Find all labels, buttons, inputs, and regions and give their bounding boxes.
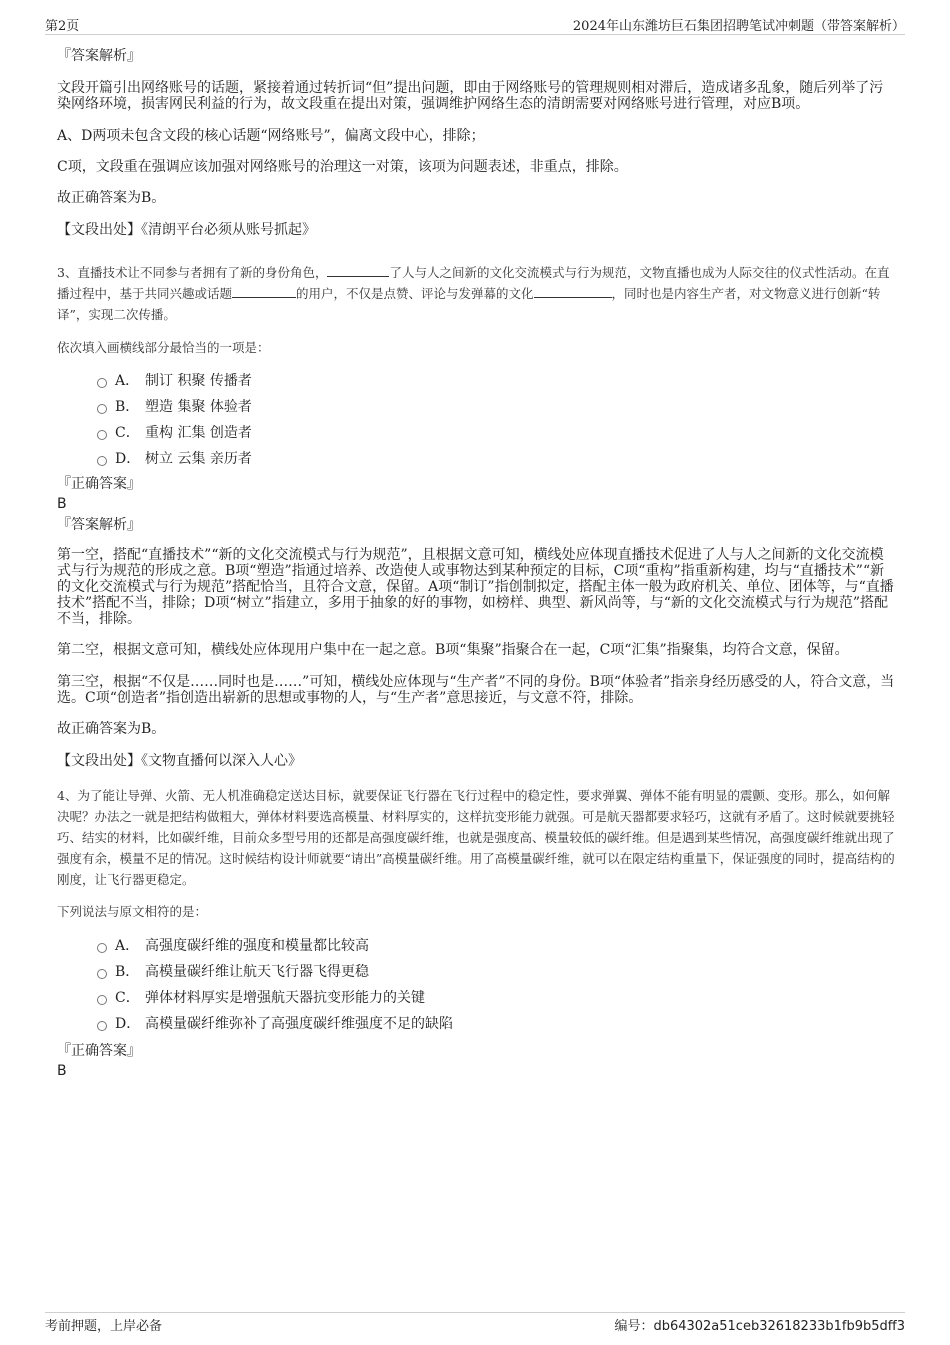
option-text: 高模量碳纤维弥补了高强度碳纤维强度不足的缺陷 bbox=[145, 1016, 453, 1032]
q3-stem bbox=[57, 262, 897, 325]
option-letter: A． bbox=[115, 938, 140, 954]
footer-slogan: 考前押题，上岸必备 bbox=[45, 1319, 163, 1334]
page-number: 第2页 bbox=[45, 19, 80, 34]
q2-analysis-tag: 『答案解析』 bbox=[57, 48, 141, 64]
option-text: 塑造 集聚 体验者 bbox=[145, 399, 252, 415]
option-letter: C． bbox=[115, 990, 140, 1006]
radio-icon[interactable] bbox=[97, 378, 107, 388]
radio-icon[interactable] bbox=[97, 1021, 107, 1031]
document-id: 编号：db64302a51ceb32618233b1fb9b5dff3 bbox=[614, 1319, 905, 1334]
page-header bbox=[45, 12, 905, 35]
q3-blank-2 bbox=[232, 285, 296, 298]
option-text: 树立 云集 亲历者 bbox=[145, 451, 252, 467]
q3-option-b[interactable] bbox=[97, 394, 897, 420]
option-letter: B． bbox=[115, 964, 140, 980]
q3-source: 【文段出处】《文物直播何以深入人心》 bbox=[57, 753, 302, 769]
q4-answer: B bbox=[57, 1063, 67, 1079]
document-body bbox=[57, 48, 897, 1079]
q3-stem-part-1: 3、直播技术让不同参与者拥有了新的身份角色， bbox=[57, 265, 328, 280]
q4-option-c[interactable] bbox=[97, 985, 897, 1011]
q3-option-d[interactable] bbox=[97, 446, 897, 472]
option-text: 弹体材料厚实是增强航天器抗变形能力的关键 bbox=[145, 990, 425, 1006]
page-footer bbox=[45, 1312, 905, 1334]
q3-analysis-para-3: 第三空，根据“不仅是……同时也是……”可知，横线处应体现与“生产者”不同的身份。B项“体验者”指亲身经历感受的人，符合文意，当选。C项“创造者”指创造出崭新的思想或事物的人，与“生产者”意思接近，与文意不符，排除。 bbox=[57, 674, 895, 706]
q3-answer-tag: 『正确答案』 bbox=[57, 476, 141, 492]
option-text: 制订 积聚 传播者 bbox=[145, 373, 252, 389]
option-letter: D． bbox=[115, 1016, 141, 1032]
q3-analysis-para-2: 第二空，根据文意可知，横线处应体现用户集中在一起之意。B项“集聚”指聚合在一起，C项“汇集”指聚集，均符合文意，保留。 bbox=[57, 642, 849, 658]
q2-source: 【文段出处】《清朗平台必须从账号抓起》 bbox=[57, 222, 316, 238]
q3-analysis-para-1: 第一空，搭配“直播技术”“新的文化交流模式与行为规范”，且根据文意可知，横线处应体现直播技术促进了人与人之间新的文化交流模式与行为规范的形成之意。B项“塑造”指通过培养、改造使人或事物达到某种预定的目标，C项“重构”指重新构建，均与“直播技术”“新的文化交流模式与行为规范”搭配恰当，且符合文意，保留。A项“制订”指创制拟定，搭配主体一般为政府机关、单位、团体等，与“直播技术”搭配不当，排除；D项“树立”指建立，多用于抽象的好的事物，如榜样、典型、新风尚等，与“新的文化交流模式与行为规范”搭配不当，排除。 bbox=[57, 547, 894, 627]
q2-analysis-para-4: 故正确答案为B。 bbox=[57, 190, 166, 206]
q3-analysis-tag: 『答案解析』 bbox=[57, 517, 141, 533]
q3-analysis-para-4: 故正确答案为B。 bbox=[57, 721, 166, 737]
q3-stem-part-2: 了人与人之间新的文化交流模式与行为规范，文物直播也成为人际交往的仪式性活动。在直播过程中，基于共同兴趣或话题 bbox=[57, 265, 890, 301]
q4-answer-tag: 『正确答案』 bbox=[57, 1043, 141, 1059]
option-letter: B． bbox=[115, 399, 140, 415]
radio-icon[interactable] bbox=[97, 943, 107, 953]
radio-icon[interactable] bbox=[97, 995, 107, 1005]
q3-options bbox=[57, 368, 897, 472]
radio-icon[interactable] bbox=[97, 404, 107, 414]
q4-stem: 4、为了能让导弹、火箭、无人机准确稳定送达目标，就要保证飞行器在飞行过程中的稳定性，要求弹翼、弹体不能有明显的震颤、变形。那么，如何解决呢？办法之一就是把结构做粗大，弹体材料要选高模量、材料厚实的，这样抗变形能力就强。可是航天器都要求轻巧，这就有矛盾了。这时候就要挑轻巧、结实的材料，比如碳纤维，目前众多型号用的还都是高强度碳纤维，也就是强度高、模量较低的碳纤维。但是遇到某些情况，高强度碳纤维就出现了强度有余，模量不足的情况。这时候结构设计师就要“请出”高模量碳纤维。用了高模量碳纤维，就可以在限定结构重量下，保证强度的同时，提高结构的刚度，让飞行器更稳定。 bbox=[57, 788, 895, 887]
document-title: 2024年山东潍坊巨石集团招聘笔试冲刺题（带答案解析） bbox=[572, 19, 905, 34]
radio-icon[interactable] bbox=[97, 456, 107, 466]
option-text: 高强度碳纤维的强度和模量都比较高 bbox=[145, 938, 369, 954]
radio-icon[interactable] bbox=[97, 430, 107, 440]
q2-analysis-para-2: A、D两项未包含文段的核心话题“网络账号”，偏离文段中心，排除； bbox=[57, 128, 485, 144]
option-letter: D． bbox=[115, 451, 141, 467]
q3-blank-3 bbox=[534, 285, 612, 298]
q4-option-d[interactable] bbox=[97, 1011, 897, 1037]
option-letter: C． bbox=[115, 425, 140, 441]
q4-option-a[interactable] bbox=[97, 933, 897, 959]
q4-options bbox=[57, 933, 897, 1037]
q3-prompt: 依次填入画横线部分最恰当的一项是： bbox=[57, 340, 270, 355]
q3-blank-1 bbox=[327, 264, 389, 277]
q3-stem-part-3: 的用户，不仅是点赞、评论与发弹幕的文化 bbox=[296, 286, 534, 301]
option-text: 重构 汇集 创造者 bbox=[145, 425, 252, 441]
q4-option-b[interactable] bbox=[97, 959, 897, 985]
q2-analysis-para-3: C项，文段重在强调应该加强对网络账号的治理这一对策，该项为问题表述，非重点，排除。 bbox=[57, 159, 628, 175]
q3-stem-part-4: ，同时也是内容生产者，对文物意义进行创新“转译”，实现二次传播。 bbox=[57, 286, 881, 322]
option-text: 高模量碳纤维让航天飞行器飞得更稳 bbox=[145, 964, 369, 980]
q3-option-a[interactable] bbox=[97, 368, 897, 394]
q4-prompt: 下列说法与原文相符的是： bbox=[57, 904, 208, 919]
q3-option-c[interactable] bbox=[97, 420, 897, 446]
q3-answer: B bbox=[57, 496, 67, 512]
option-letter: A． bbox=[115, 373, 140, 389]
radio-icon[interactable] bbox=[97, 969, 107, 979]
q2-analysis-para-1: 文段开篇引出网络账号的话题，紧接着通过转折词“但”提出问题，即由于网络账号的管理规则相对滞后，造成诸多乱象，随后列举了污染网络环境，损害网民利益的行为，故文段重在提出对策，强调维护网络生态的清朗需要对网络账号进行管理，对应B项。 bbox=[57, 80, 884, 112]
